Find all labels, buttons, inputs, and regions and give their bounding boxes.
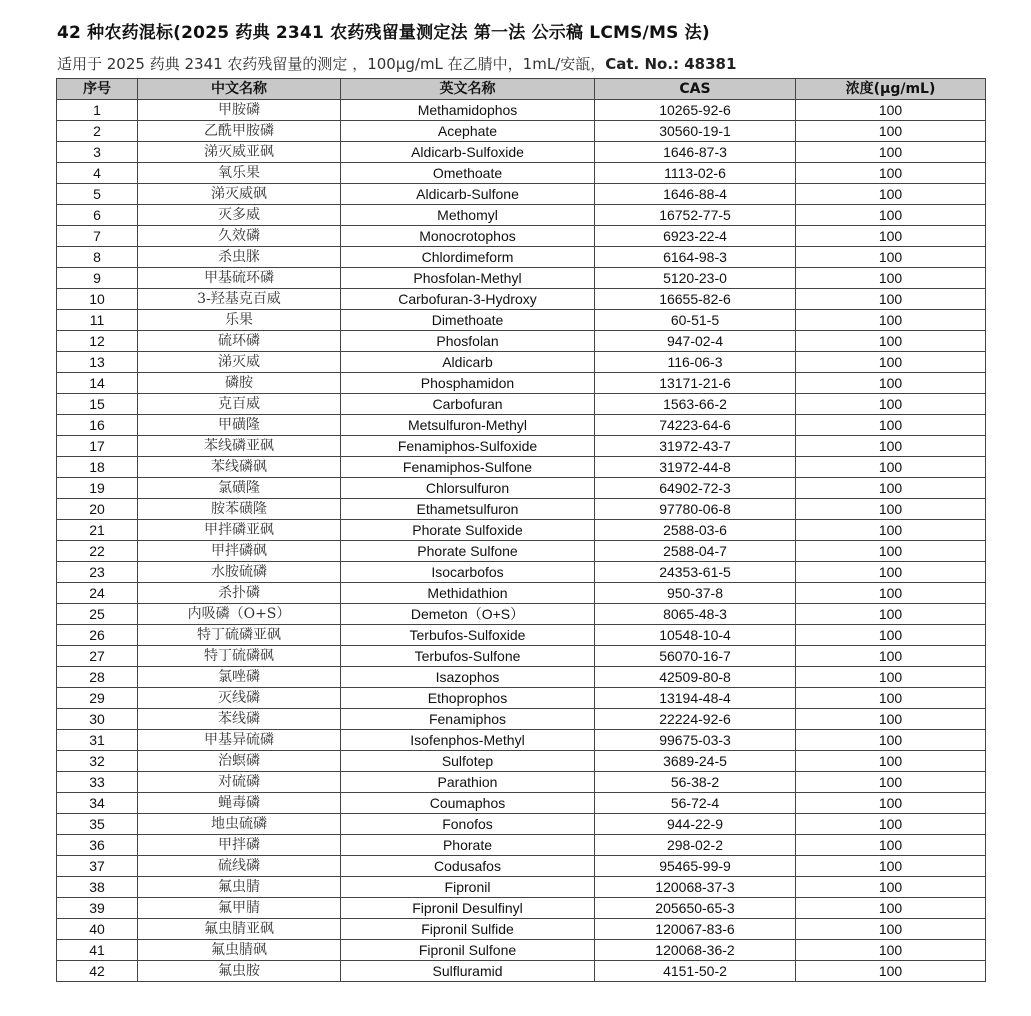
cell-index: 34	[57, 793, 138, 814]
cell-english-name: Demeton（O+S）	[341, 604, 595, 625]
table-row	[57, 415, 986, 436]
cell-chinese-name: 涕灭威亚砜	[138, 142, 341, 163]
cell-english-name: Aldicarb-Sulfone	[341, 184, 595, 205]
cell-index: 32	[57, 751, 138, 772]
cell-concentration: 100	[796, 898, 986, 919]
cell-chinese-name: 氟虫腈亚砜	[138, 919, 341, 940]
cell-cas: 6164-98-3	[595, 247, 796, 268]
table-row	[57, 604, 986, 625]
table-row	[57, 793, 986, 814]
cell-chinese-name: 涕灭威	[138, 352, 341, 373]
cell-english-name: Carbofuran-3-Hydroxy	[341, 289, 595, 310]
cell-index: 35	[57, 814, 138, 835]
cell-index: 38	[57, 877, 138, 898]
table-row	[57, 520, 986, 541]
cell-chinese-name: 磷胺	[138, 373, 341, 394]
table-row	[57, 688, 986, 709]
cell-chinese-name: 苯线磷亚砜	[138, 436, 341, 457]
cell-cas: 22224-92-6	[595, 709, 796, 730]
cell-index: 17	[57, 436, 138, 457]
cell-index: 40	[57, 919, 138, 940]
table-row	[57, 940, 986, 961]
table-row	[57, 142, 986, 163]
cell-index: 4	[57, 163, 138, 184]
cell-concentration: 100	[796, 310, 986, 331]
cell-index: 37	[57, 856, 138, 877]
table-row	[57, 814, 986, 835]
cell-english-name: Isofenphos-Methyl	[341, 730, 595, 751]
cell-cas: 24353-61-5	[595, 562, 796, 583]
cell-cas: 99675-03-3	[595, 730, 796, 751]
cell-chinese-name: 灭线磷	[138, 688, 341, 709]
cell-concentration: 100	[796, 436, 986, 457]
table-row	[57, 835, 986, 856]
cell-index: 3	[57, 142, 138, 163]
cell-cas: 5120-23-0	[595, 268, 796, 289]
cell-chinese-name: 蝇毒磷	[138, 793, 341, 814]
cell-index: 14	[57, 373, 138, 394]
cell-english-name: Chlordimeform	[341, 247, 595, 268]
cell-english-name: Fipronil Sulfone	[341, 940, 595, 961]
cell-cas: 56-72-4	[595, 793, 796, 814]
cell-english-name: Fenamiphos-Sulfoxide	[341, 436, 595, 457]
cell-chinese-name: 乙酰甲胺磷	[138, 121, 341, 142]
cell-concentration: 100	[796, 142, 986, 163]
table-row	[57, 772, 986, 793]
cell-english-name: Phorate Sulfone	[341, 541, 595, 562]
cell-english-name: Fonofos	[341, 814, 595, 835]
cell-index: 30	[57, 709, 138, 730]
cell-cas: 3689-24-5	[595, 751, 796, 772]
cell-concentration: 100	[796, 478, 986, 499]
cell-english-name: Sulfotep	[341, 751, 595, 772]
pesticide-table	[56, 78, 986, 982]
cell-concentration: 100	[796, 394, 986, 415]
cell-chinese-name: 甲拌磷砜	[138, 541, 341, 562]
cell-index: 15	[57, 394, 138, 415]
cell-chinese-name: 3-羟基克百威	[138, 289, 341, 310]
cell-english-name: Ethametsulfuron	[341, 499, 595, 520]
cell-concentration: 100	[796, 793, 986, 814]
cell-index: 29	[57, 688, 138, 709]
table-row	[57, 121, 986, 142]
cell-cas: 1646-87-3	[595, 142, 796, 163]
table-row	[57, 289, 986, 310]
cell-chinese-name: 硫环磷	[138, 331, 341, 352]
cell-english-name: Phosphamidon	[341, 373, 595, 394]
cell-chinese-name: 甲基异硫磷	[138, 730, 341, 751]
cell-english-name: Isazophos	[341, 667, 595, 688]
table-row	[57, 352, 986, 373]
cell-concentration: 100	[796, 205, 986, 226]
cell-concentration: 100	[796, 163, 986, 184]
cell-concentration: 100	[796, 184, 986, 205]
cell-index: 27	[57, 646, 138, 667]
cell-concentration: 100	[796, 352, 986, 373]
cell-concentration: 100	[796, 730, 986, 751]
cell-chinese-name: 灭多威	[138, 205, 341, 226]
table-row	[57, 667, 986, 688]
cell-cas: 120067-83-6	[595, 919, 796, 940]
cell-index: 2	[57, 121, 138, 142]
cell-chinese-name: 涕灭威砜	[138, 184, 341, 205]
cell-cas: 8065-48-3	[595, 604, 796, 625]
cell-english-name: Fipronil	[341, 877, 595, 898]
table-row	[57, 961, 986, 982]
cell-cas: 56-38-2	[595, 772, 796, 793]
cell-english-name: Omethoate	[341, 163, 595, 184]
cell-cas: 950-37-8	[595, 583, 796, 604]
column-header-index: 序号	[57, 79, 138, 100]
cell-english-name: Methomyl	[341, 205, 595, 226]
cell-cas: 205650-65-3	[595, 898, 796, 919]
cell-english-name: Sulfluramid	[341, 961, 595, 982]
cell-concentration: 100	[796, 457, 986, 478]
cell-cas: 42509-80-8	[595, 667, 796, 688]
table-row	[57, 625, 986, 646]
cell-index: 41	[57, 940, 138, 961]
cell-english-name: Methamidophos	[341, 100, 595, 121]
cell-concentration: 100	[796, 520, 986, 541]
cell-cas: 16655-82-6	[595, 289, 796, 310]
cell-cas: 74223-64-6	[595, 415, 796, 436]
cell-concentration: 100	[796, 814, 986, 835]
cell-english-name: Terbufos-Sulfoxide	[341, 625, 595, 646]
cell-chinese-name: 地虫硫磷	[138, 814, 341, 835]
cell-index: 20	[57, 499, 138, 520]
cell-concentration: 100	[796, 919, 986, 940]
cell-english-name: Acephate	[341, 121, 595, 142]
table-row	[57, 562, 986, 583]
table-row	[57, 100, 986, 121]
cell-concentration: 100	[796, 247, 986, 268]
cell-english-name: Fenamiphos-Sulfone	[341, 457, 595, 478]
column-header-chinese-name: 中文名称	[138, 79, 341, 100]
table-row	[57, 184, 986, 205]
document-title: 42 种农药混标(2025 药典 2341 农药残留量测定法 第一法 公示稿 LCMS/MS 法)	[57, 23, 710, 43]
cell-chinese-name: 杀虫脒	[138, 247, 341, 268]
cell-cas: 30560-19-1	[595, 121, 796, 142]
cell-concentration: 100	[796, 331, 986, 352]
column-header-cas: CAS	[595, 79, 796, 100]
table-body	[57, 100, 986, 982]
cell-chinese-name: 苯线磷	[138, 709, 341, 730]
cell-chinese-name: 甲胺磷	[138, 100, 341, 121]
table-row	[57, 247, 986, 268]
cell-index: 31	[57, 730, 138, 751]
cell-chinese-name: 甲拌磷	[138, 835, 341, 856]
cell-chinese-name: 克百威	[138, 394, 341, 415]
cell-index: 12	[57, 331, 138, 352]
cell-cas: 13194-48-4	[595, 688, 796, 709]
cell-concentration: 100	[796, 667, 986, 688]
cell-concentration: 100	[796, 709, 986, 730]
table-row	[57, 583, 986, 604]
cell-concentration: 100	[796, 583, 986, 604]
table-row	[57, 877, 986, 898]
cell-cas: 10548-10-4	[595, 625, 796, 646]
table-row	[57, 373, 986, 394]
cell-concentration: 100	[796, 856, 986, 877]
cell-index: 36	[57, 835, 138, 856]
column-header-concentration: 浓度(μg/mL)	[796, 79, 986, 100]
table-row	[57, 310, 986, 331]
cell-chinese-name: 水胺硫磷	[138, 562, 341, 583]
cell-cas: 298-02-2	[595, 835, 796, 856]
cell-chinese-name: 氯唑磷	[138, 667, 341, 688]
cell-english-name: Metsulfuron-Methyl	[341, 415, 595, 436]
cell-index: 18	[57, 457, 138, 478]
cell-index: 33	[57, 772, 138, 793]
cell-cas: 116-06-3	[595, 352, 796, 373]
cell-chinese-name: 氯磺隆	[138, 478, 341, 499]
cell-index: 42	[57, 961, 138, 982]
table-row	[57, 331, 986, 352]
table-row	[57, 394, 986, 415]
cell-concentration: 100	[796, 688, 986, 709]
cell-chinese-name: 胺苯磺隆	[138, 499, 341, 520]
catalog-number: Cat. No.: 48381	[605, 55, 737, 73]
cell-cas: 120068-37-3	[595, 877, 796, 898]
cell-index: 26	[57, 625, 138, 646]
cell-cas: 56070-16-7	[595, 646, 796, 667]
table-row	[57, 751, 986, 772]
cell-chinese-name: 氟甲腈	[138, 898, 341, 919]
cell-english-name: Carbofuran	[341, 394, 595, 415]
cell-concentration: 100	[796, 289, 986, 310]
cell-index: 10	[57, 289, 138, 310]
cell-english-name: Phorate	[341, 835, 595, 856]
cell-concentration: 100	[796, 562, 986, 583]
table-row	[57, 205, 986, 226]
cell-chinese-name: 甲拌磷亚砜	[138, 520, 341, 541]
cell-english-name: Phosfolan-Methyl	[341, 268, 595, 289]
cell-index: 9	[57, 268, 138, 289]
cell-chinese-name: 内吸磷（O+S）	[138, 604, 341, 625]
cell-english-name: Chlorsulfuron	[341, 478, 595, 499]
cell-english-name: Monocrotophos	[341, 226, 595, 247]
cell-index: 28	[57, 667, 138, 688]
cell-english-name: Aldicarb-Sulfoxide	[341, 142, 595, 163]
cell-english-name: Isocarbofos	[341, 562, 595, 583]
table-row	[57, 898, 986, 919]
cell-chinese-name: 氧乐果	[138, 163, 341, 184]
cell-chinese-name: 特丁硫磷亚砜	[138, 625, 341, 646]
table-row	[57, 541, 986, 562]
table-row	[57, 646, 986, 667]
table-row	[57, 919, 986, 940]
cell-chinese-name: 苯线磷砜	[138, 457, 341, 478]
cell-cas: 31972-44-8	[595, 457, 796, 478]
cell-chinese-name: 治螟磷	[138, 751, 341, 772]
cell-index: 39	[57, 898, 138, 919]
cell-concentration: 100	[796, 268, 986, 289]
cell-index: 24	[57, 583, 138, 604]
cell-chinese-name: 氟虫腈砜	[138, 940, 341, 961]
cell-chinese-name: 氟虫胺	[138, 961, 341, 982]
cell-english-name: Parathion	[341, 772, 595, 793]
cell-cas: 13171-21-6	[595, 373, 796, 394]
cell-chinese-name: 硫线磷	[138, 856, 341, 877]
cell-concentration: 100	[796, 499, 986, 520]
cell-english-name: Codusafos	[341, 856, 595, 877]
cell-index: 19	[57, 478, 138, 499]
cell-index: 25	[57, 604, 138, 625]
cell-cas: 4151-50-2	[595, 961, 796, 982]
cell-cas: 2588-03-6	[595, 520, 796, 541]
cell-concentration: 100	[796, 415, 986, 436]
cell-index: 13	[57, 352, 138, 373]
cell-index: 23	[57, 562, 138, 583]
table-row	[57, 268, 986, 289]
cell-index: 7	[57, 226, 138, 247]
cell-concentration: 100	[796, 373, 986, 394]
cell-english-name: Fipronil Desulfinyl	[341, 898, 595, 919]
cell-concentration: 100	[796, 541, 986, 562]
cell-index: 21	[57, 520, 138, 541]
cell-index: 16	[57, 415, 138, 436]
cell-cas: 64902-72-3	[595, 478, 796, 499]
cell-cas: 2588-04-7	[595, 541, 796, 562]
table-row	[57, 856, 986, 877]
cell-concentration: 100	[796, 772, 986, 793]
cell-cas: 944-22-9	[595, 814, 796, 835]
cell-chinese-name: 乐果	[138, 310, 341, 331]
cell-english-name: Coumaphos	[341, 793, 595, 814]
table-row	[57, 499, 986, 520]
cell-concentration: 100	[796, 940, 986, 961]
cell-english-name: Dimethoate	[341, 310, 595, 331]
cell-concentration: 100	[796, 226, 986, 247]
cell-index: 22	[57, 541, 138, 562]
cell-chinese-name: 氟虫腈	[138, 877, 341, 898]
cell-concentration: 100	[796, 625, 986, 646]
cell-cas: 10265-92-6	[595, 100, 796, 121]
cell-cas: 60-51-5	[595, 310, 796, 331]
column-header-english-name: 英文名称	[341, 79, 595, 100]
cell-cas: 120068-36-2	[595, 940, 796, 961]
cell-concentration: 100	[796, 646, 986, 667]
cell-cas: 1646-88-4	[595, 184, 796, 205]
table-row	[57, 478, 986, 499]
cell-cas: 95465-99-9	[595, 856, 796, 877]
table-row	[57, 226, 986, 247]
cell-concentration: 100	[796, 604, 986, 625]
cell-concentration: 100	[796, 100, 986, 121]
cell-index: 8	[57, 247, 138, 268]
cell-english-name: Methidathion	[341, 583, 595, 604]
document-subtitle	[57, 53, 736, 74]
cell-cas: 1113-02-6	[595, 163, 796, 184]
cell-english-name: Phosfolan	[341, 331, 595, 352]
cell-cas: 16752-77-5	[595, 205, 796, 226]
cell-concentration: 100	[796, 877, 986, 898]
cell-cas: 6923-22-4	[595, 226, 796, 247]
cell-concentration: 100	[796, 121, 986, 142]
cell-concentration: 100	[796, 751, 986, 772]
table-row	[57, 730, 986, 751]
table-row	[57, 457, 986, 478]
cell-chinese-name: 对硫磷	[138, 772, 341, 793]
cell-index: 6	[57, 205, 138, 226]
cell-index: 5	[57, 184, 138, 205]
cell-cas: 97780-06-8	[595, 499, 796, 520]
cell-english-name: Ethoprophos	[341, 688, 595, 709]
cell-index: 11	[57, 310, 138, 331]
table-row	[57, 163, 986, 184]
cell-chinese-name: 久效磷	[138, 226, 341, 247]
table-header-row	[57, 79, 986, 100]
subtitle-text: 适用于 2025 药典 2341 农药残留量的测定 ，100μg/mL 在乙腈中，1mL/安瓿，	[57, 55, 606, 73]
cell-chinese-name: 甲基硫环磷	[138, 268, 341, 289]
cell-concentration: 100	[796, 835, 986, 856]
cell-english-name: Aldicarb	[341, 352, 595, 373]
cell-cas: 1563-66-2	[595, 394, 796, 415]
cell-chinese-name: 甲磺隆	[138, 415, 341, 436]
cell-cas: 31972-43-7	[595, 436, 796, 457]
table-row	[57, 709, 986, 730]
cell-english-name: Fipronil Sulfide	[341, 919, 595, 940]
table-row	[57, 436, 986, 457]
cell-english-name: Fenamiphos	[341, 709, 595, 730]
cell-chinese-name: 特丁硫磷砜	[138, 646, 341, 667]
cell-english-name: Terbufos-Sulfone	[341, 646, 595, 667]
cell-chinese-name: 杀扑磷	[138, 583, 341, 604]
cell-index: 1	[57, 100, 138, 121]
cell-english-name: Phorate Sulfoxide	[341, 520, 595, 541]
cell-concentration: 100	[796, 961, 986, 982]
cell-cas: 947-02-4	[595, 331, 796, 352]
